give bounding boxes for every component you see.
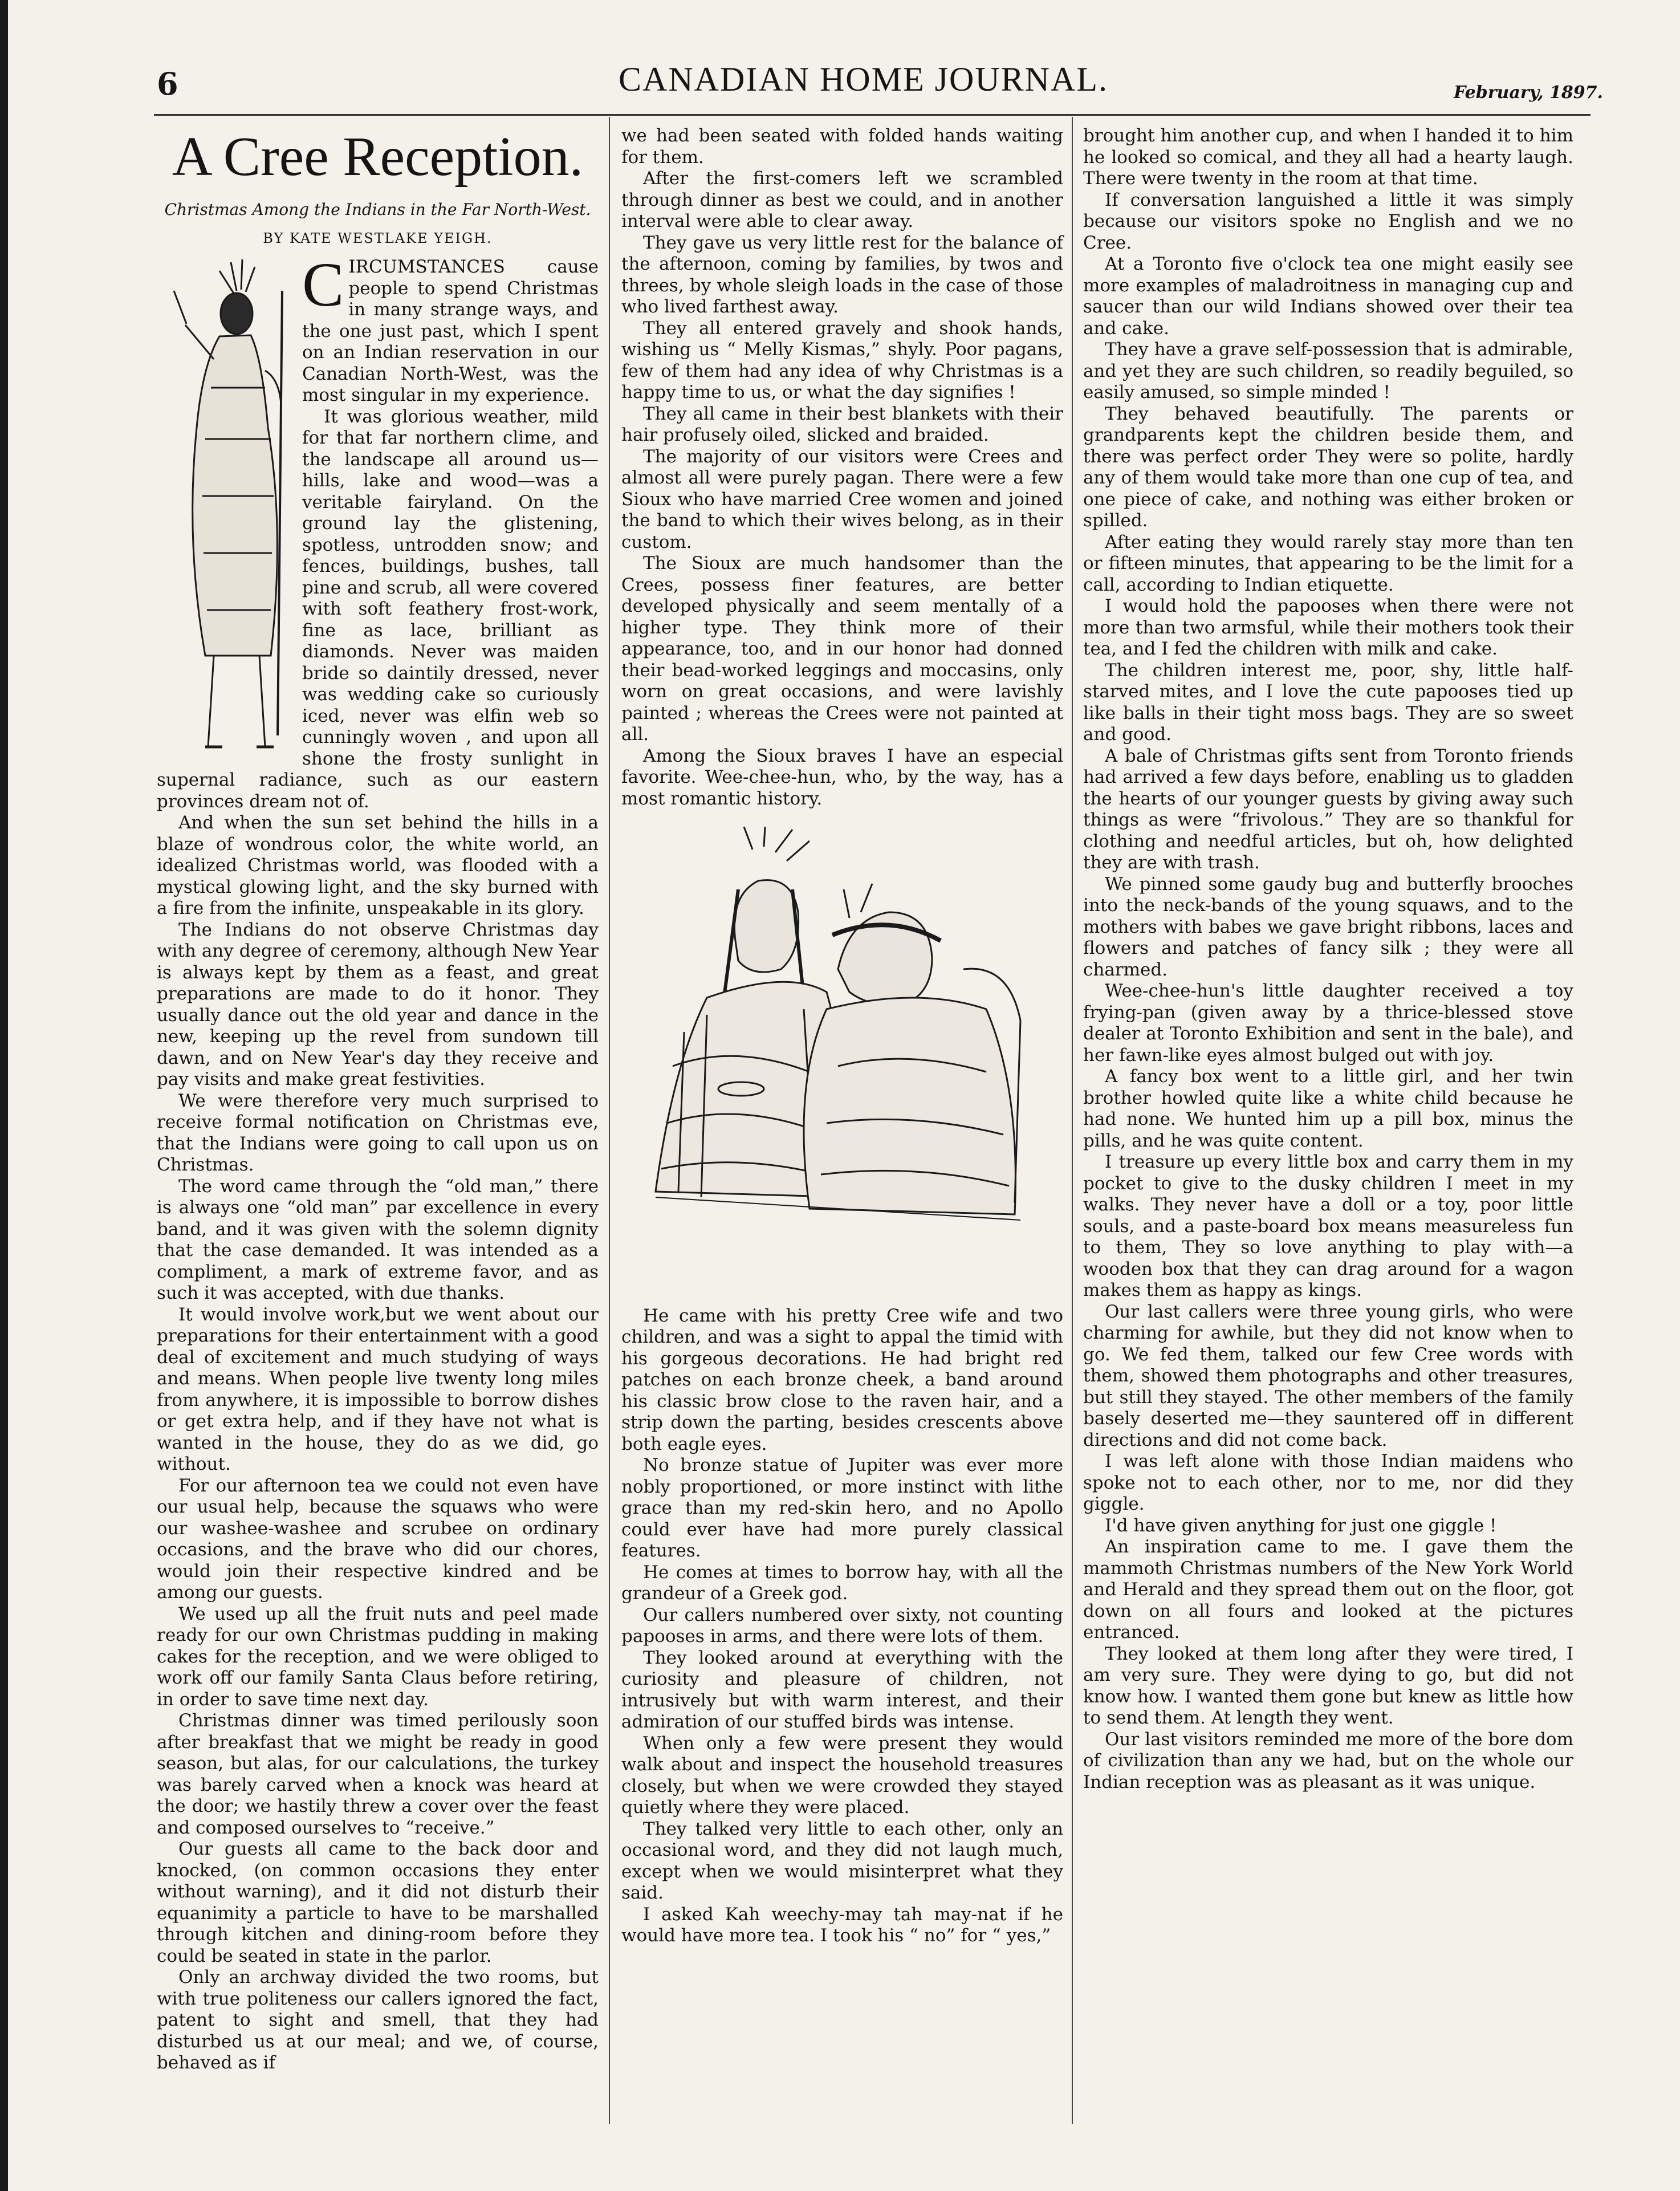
column-3 xyxy=(1083,125,1573,1793)
paragraph: The children interest me, poor, shy, little half-starved mites, and I love the cute papooses tied up like balls in their tight moss bags. They are so sweet and good. xyxy=(1083,660,1573,745)
two-indians-illustration xyxy=(621,827,1063,1277)
paragraph: we had been seated with folded hands waiting for them. xyxy=(621,125,1063,168)
column-rule-2 xyxy=(1072,117,1073,2124)
paragraph: Our last callers were three young girls, who were charming for awhile, but they did not know when to go. We fed them, talked our few Cree words with them, showed them photographs and other treasures, but still they stayed. The other members of the family basely deserted me—they sauntered off in different directions and did not come back. xyxy=(1083,1301,1573,1450)
paragraph: Only an archway divided the two rooms, but with true politeness our callers ignored the fact, patent to sight and smell, that they had disturbed us at our meal; and we, of course, behaved as if xyxy=(157,1967,599,2073)
paragraph: They all came in their best blankets with their hair profusely oiled, slicked and braided. xyxy=(621,403,1063,445)
paragraph: They gave us very little rest for the balance of the afternoon, coming by families, by twos and threes, by whole sleigh loads in the case of those who lived farthest away. xyxy=(621,232,1063,317)
paragraph: He came with his pretty Cree wife and two children, and was a sight to appal the timid with his gorgeous decorations. He had bright red patches on each bronze cheek, a band around his classic brow close to the raven hair, and a strip down the parting, besides crescents above both eagle eyes. xyxy=(621,1305,1063,1454)
page-number: 6 xyxy=(157,66,178,102)
paragraph: They have a grave self-possession that is admirable, and yet they are such children, so readily beguiled, so easily amused, so simple minded ! xyxy=(1083,339,1573,403)
paragraph: brought him another cup, and when I handed it to him he looked so comical, and they all had a hearty laugh. There were twenty in the room at that time. xyxy=(1083,125,1573,189)
paragraph: After eating they would rarely stay more than ten or fifteen minutes, that appearing to be the limit for a call, according to Indian etiquette. xyxy=(1083,531,1573,595)
column-1 xyxy=(157,125,599,2074)
paragraph: Our guests all came to the back door and knocked, (on common occasions they enter without warning), and it did not disturb their equanimity a particle to have to be marshalled through kitchen and dining-room before they could be seated in state in the parlor. xyxy=(157,1839,599,1966)
paragraph: The Sioux are much handsomer than the Crees, possess finer features, are better developed physically and seem mentally of a higher type. They think more of their appearance, too, and in our honor had donned their bead-worked leggings and moccasins, only worn on great occasions, and were lavishly painted ; whereas the Crees were not painted at all. xyxy=(621,553,1063,745)
paragraph: I treasure up every little box and carry them in my pocket to give to the dusky children I meet in my walks. They never have a doll or a toy, poor little souls, and a paste-board box means measureless fun to them, They so love anything to play with—a wooden box that they can drag around for a wagon makes them as happy as kings. xyxy=(1083,1152,1573,1300)
paragraph: It would involve work,but we went about our preparations for their entertainment with a good deal of excitement and much studying of ways and means. When people live twenty long miles from anywhere, it is impossible to borrow dishes or get extra help, and if they have not what is wanted in the house, they do as we did, go without. xyxy=(157,1304,599,1474)
scan-edge-band xyxy=(0,0,8,2191)
drop-cap: C xyxy=(302,250,344,319)
paragraph: I'd have given anything for just one giggle ! xyxy=(1105,1515,1497,1536)
article-title: A Cree Reception. xyxy=(172,126,584,188)
paragraph: Our last visitors reminded me more of the bore dom of civilization than any we had, but on the whole our Indian reception was as pleasant as it was unique. xyxy=(1083,1729,1573,1792)
paragraph: No bronze statue of Jupiter was ever more nobly proportioned, or more instinct with lithe grace than my red-skin hero, and no Apollo could ever have had more purely classical features. xyxy=(621,1455,1063,1561)
paragraph: It was glorious weather, mild for that far northern clime, and the landscape all around us—hills, lake and wood—was a veritable fairyland. On the ground lay the glistening, spotless, untrodden snow; and fences, buildings, bushes, tall pine and scrub, all were covered with soft feathery frost-work, fine as lace, brilliant as diamonds. Never was maiden bride so daintily dressed, never was wedding cake so curiously iced, never was elfin web so cunningly woven , and upon all shone the frosty sunlight in supernal radiance, such as our eastern provinces dream not of. xyxy=(157,406,599,812)
paragraph: When only a few were present they would walk about and inspect the household treasures closely, but when we were crowded they stayed quietly where they were placed. xyxy=(621,1733,1063,1818)
paragraph: He comes at times to borrow hay, with all the grandeur of a Greek god. xyxy=(621,1562,1063,1604)
article-subtitle: Christmas Among the Indians in the Far North-West. xyxy=(164,200,591,219)
paragraph: They looked at them long after they were tired, I am very sure. They were dying to go, but did not know how. I wanted them gone but knew as little how to send them. At length they went. xyxy=(1083,1643,1573,1728)
paragraph: If conversation languished a little it was simply because our visitors spoke no English and we no Cree. xyxy=(1083,189,1573,253)
paragraph: At a Toronto five o'clock tea one might easily see more examples of maladroitness in managing cup and saucer than our wild Indians showed over their tea and cake. xyxy=(1083,254,1573,339)
article-byline: BY KATE WESTLAKE YEIGH. xyxy=(263,230,493,246)
indian-figure-illustration xyxy=(151,257,296,758)
column-rule-1 xyxy=(609,117,610,2124)
issue-date: February, 1897. xyxy=(1454,83,1603,103)
paragraph: I asked Kah weechy-may tah may-nat if he would have more tea. I took his “ no” for “ yes,” xyxy=(621,1904,1063,1946)
column-2 xyxy=(621,125,1063,1947)
paragraph: We pinned some gaudy bug and butterfly brooches into the neck-bands of the young squaws, and to the mothers with babes we gave bright ribbons, laces and flowers and patches of fancy silk ; they were all charmed. xyxy=(1083,873,1573,980)
paragraph: IRCUMSTANCES cause people to spend Christmas in many strange ways, and the one just past, which I spent on an Indian reservation in our Canadian North-West, was the most singular in my experience. xyxy=(302,257,599,405)
paragraph: They all entered gravely and shook hands, wishing us “ Melly Kismas,” shyly. Poor pagans, few of them had any idea of why Christmas is a happy time to us, or what the day signifies ! xyxy=(621,318,1063,403)
paragraph: And when the sun set behind the hills in a blaze of wondrous color, the white world, an idealized Christmas world, was flooded with a mystical glowing light, and the sky burned with a fire from the infinite, unspeakable in its glory. xyxy=(157,812,599,918)
paragraph: We were therefore very much surprised to receive formal notification on Christmas eve, that the Indians were going to call upon us on Christmas. xyxy=(157,1090,599,1175)
paragraph: The majority of our visitors were Crees and almost all were purely pagan. There were a few Sioux who have married Cree women and joined the band to which their wives belong, as in their custom. xyxy=(621,446,1063,552)
page-header xyxy=(0,48,1680,111)
paragraph: Our callers numbered over sixty, not counting papooses in arms, and there were lots of them. xyxy=(621,1604,1063,1647)
paragraph: I was left alone with those Indian maidens who spoke not to each other, nor to me, nor did they giggle. xyxy=(1083,1451,1573,1514)
paragraph: They looked around at everything with the curiosity and pleasure of children, not intrusively but with warm interest, and their admiration of our stuffed birds was intense. xyxy=(621,1647,1063,1732)
paragraph: A fancy box went to a little girl, and her twin brother howled quite like a white child because he had none. We hunted him up a pill box, minus the pills, and he was quite content. xyxy=(1083,1066,1573,1151)
paragraph: After the first-comers left we scrambled through dinner as best we could, and in another interval were able to clear away. xyxy=(621,168,1063,231)
header-rule xyxy=(154,114,1590,116)
paragraph: They behaved beautifully. The parents or grandparents kept the children beside them, and there was perfect order They were so polite, hardly any of them would take more than one cup of tea, and one piece of cake, and nothing was either broken or spilled. xyxy=(1083,403,1573,531)
paragraph: An inspiration came to me. I gave them the mammoth Christmas numbers of the New York World and Herald and they spread them out on the floor, got down on all fours and looked at the pictures entranced. xyxy=(1083,1536,1573,1643)
journal-title: CANADIAN HOME JOURNAL. xyxy=(619,60,1108,98)
paragraph: The word came through the “old man,” there is always one “old man” par excellence in every band, and it was given with the solemn dignity that the case demanded. It was intended as a compliment, a mark of extreme favor, and as such it was accepted, with due thanks. xyxy=(157,1176,599,1303)
paragraph: A bale of Christmas gifts sent from Toronto friends had arrived a few days before, enabling us to gladden the hearts of our younger guests by giving away such things as were “frivolous.” They are so thankful for clothing and needful articles, but oh, how delighted they are with trash. xyxy=(1083,745,1573,873)
paragraph: Christmas dinner was timed perilously soon after breakfast that we might be ready in good season, but alas, for our calculations, the turkey was barely carved when a knock was heard at the door; we hastily threw a cover over the feast and composed ourselves to “receive.” xyxy=(157,1710,599,1838)
paragraph: For our afternoon tea we could not even have our usual help, because the squaws who were our washee-washee and scrubee on ordinary occasions, and the brave who did our chores, would join their respective kindred and be among our guests. xyxy=(157,1475,599,1603)
paragraph: Wee-chee-hun's little daughter received a toy frying-pan (given away by a thrice-blessed stove dealer at Toronto Exhibition and sent in the bale), and her fawn-like eyes almost bulged out with joy. xyxy=(1083,981,1573,1066)
paragraph: We used up all the fruit nuts and peel made ready for our own Christmas pudding in making cakes for the reception, and we were obliged to work off our family Santa Claus before retiring, in order to save time next day. xyxy=(157,1603,599,1710)
paragraph: They talked very little to each other, only an occasional word, and they did not laugh much, except when we would misinterpret what they said. xyxy=(621,1818,1063,1903)
paragraph: I would hold the papooses when there were not more than two armsful, while their mothers took their tea, and I fed the children with milk and cake. xyxy=(1083,596,1573,659)
paragraph: The Indians do not observe Christmas day with any degree of ceremony, although New Year is always kept by them as a feast, and great preparations are made to do it honor. They usually dance out the old year and dance in the new, keeping up the revel from sundown till dawn, and on New Year's day they receive and pay visits and make great festivities. xyxy=(157,919,599,1090)
paragraph: Among the Sioux braves I have an especial favorite. Wee-chee-hun, who, by the way, has a most romantic history. xyxy=(621,745,1063,809)
